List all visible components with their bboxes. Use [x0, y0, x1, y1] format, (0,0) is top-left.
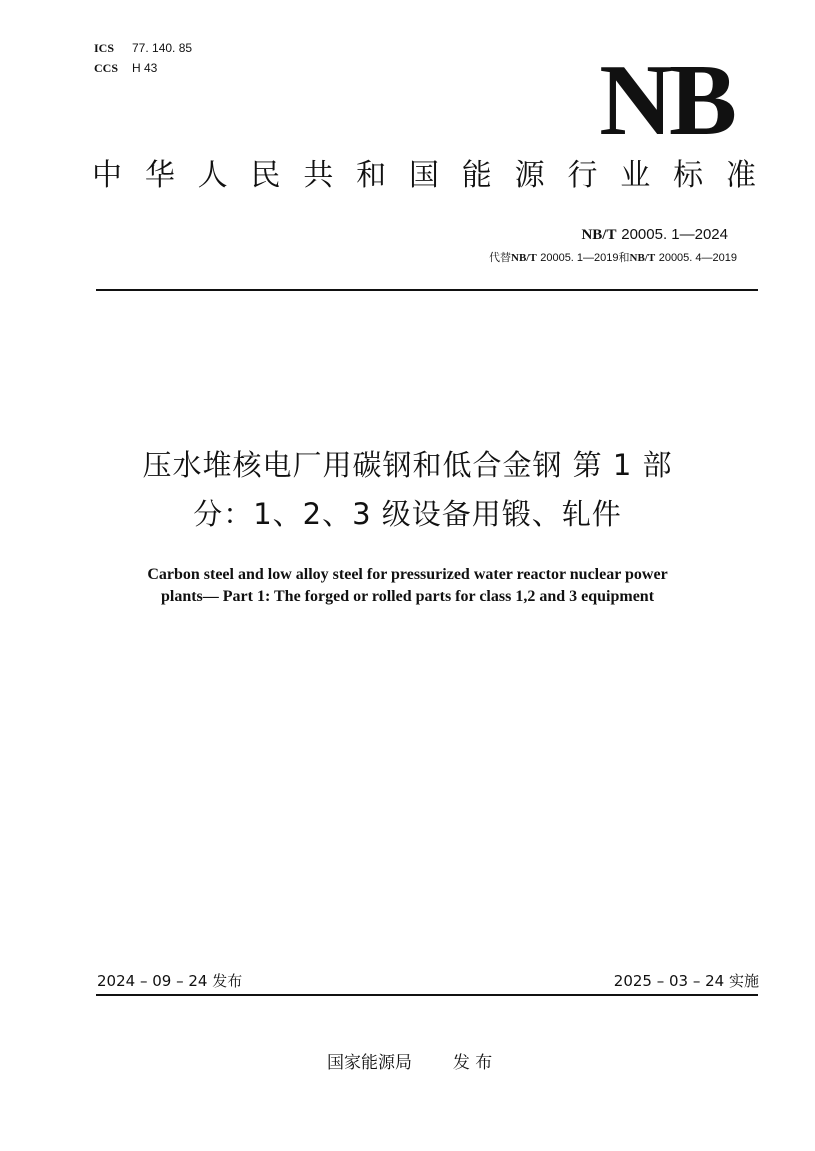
issuer-action: 发 布: [452, 1053, 493, 1073]
org-title-char: 共: [303, 158, 334, 193]
replaces-prefix: 代替: [489, 251, 512, 264]
ics-label: ICS: [94, 41, 115, 55]
header-divider: [96, 289, 758, 291]
org-title-char: 中: [92, 158, 122, 193]
org-title-char: 人: [197, 158, 228, 193]
chinese-title-line-2: 分：1、2、3 级设备用锻、轧件: [193, 497, 622, 531]
org-title-char: 和: [356, 158, 387, 193]
footer-divider: [96, 994, 758, 996]
standard-number-prefix: NB/T: [581, 227, 617, 243]
org-title-char: 业: [620, 158, 651, 193]
english-title-line-1: Carbon steel and low alloy steel for pressurized water reactor nuclear power: [147, 566, 668, 583]
standard-number-value: 20005. 1—2024: [621, 226, 728, 243]
org-title-char: 准: [725, 158, 756, 193]
ccs-value: H 43: [132, 61, 158, 75]
ccs-code: [94, 61, 157, 75]
org-title: [92, 158, 756, 194]
implement-date: 2025 – 03 – 24 实施: [613, 972, 759, 990]
org-title-char: 民: [250, 158, 281, 193]
issuer-name: 国家能源局: [327, 1053, 412, 1073]
replaces-number-1: 20005. 1—2019和: [540, 252, 630, 264]
org-title-char: 华: [144, 158, 175, 193]
ccs-label: CCS: [94, 61, 119, 75]
nb-logo: NB: [599, 44, 733, 157]
replaces-nb-2: NB/T: [629, 252, 656, 264]
chinese-title-line-1: 压水堆核电厂用碳钢和低合金钢 第 1 部: [142, 448, 673, 482]
standard-number: [581, 225, 728, 244]
issuer: [327, 1052, 492, 1074]
org-title-char: 国: [408, 158, 439, 193]
org-title-char: 行: [567, 158, 598, 193]
replaces-line: [489, 251, 737, 265]
org-title-char: 标: [673, 158, 704, 193]
org-title-char: 能: [461, 158, 492, 193]
org-title-char: 源: [514, 158, 545, 193]
issue-date: 2024 – 09 – 24 发布: [97, 972, 243, 990]
ics-code: [94, 41, 192, 55]
ics-value: 77. 140. 85: [132, 41, 193, 55]
english-title-line-2: plants— Part 1: The forged or rolled parts for class 1,2 and 3 equipment: [160, 588, 655, 605]
replaces-number-2: 20005. 4—2019: [658, 252, 737, 264]
replaces-nb-1: NB/T: [511, 252, 537, 264]
